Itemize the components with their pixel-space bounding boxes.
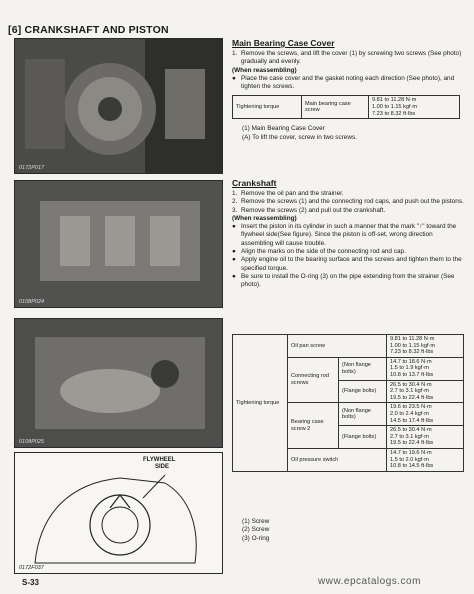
crankshaft-torque-table: [232, 334, 464, 472]
bullet-item: ● Apply engine oil to the bearing surface and the screws and tighten them to the specified torque.: [232, 256, 462, 272]
reassembly-label: (When reassembling): [232, 214, 297, 222]
bullet-item: ● Insert the piston in its cylinder in such a manner that the mark "↑" toward the flywheel side(See figure). Since the piston is off-set, wrong direction assembling will cause trouble.: [232, 223, 457, 247]
crankshaft-notes: [242, 518, 269, 543]
torque-value: 19.6 to 23.5 N·m 2.0 to 2.4 kgf·m 14.5 to 17.4 ft·lbs: [387, 403, 464, 426]
note-item: (1) Main Bearing Case Cover: [242, 125, 325, 133]
photo-code: 0172P017: [19, 165, 45, 171]
torque-value: 26.5 to 30.4 N·m 2.7 to 3.1 kgf·m 19.5 to 22.4 ft·lbs: [387, 380, 464, 403]
torque-value: 26.5 to 30.4 N·m 2.7 to 3.1 kgf·m 19.5 to 22.4 ft·lbs: [387, 426, 464, 449]
torque-sub: (Flange bolts): [339, 426, 387, 449]
step-item: 2. Remove the screws (1) and the connecting rod caps, and push out the pistons.: [232, 198, 464, 206]
engine-photo-image: [15, 319, 222, 447]
torque-value: 9.81 to 11.28 N·m 1.00 to 1.15 kgf·m 7.23 to 8.32 ft·lbs: [369, 96, 460, 119]
photo-crankcase-top: [14, 180, 223, 308]
torque-value: 14.7 to 19.6 N·m 1.5 to 2.0 kgf·m 10.8 to 14.5 ft·lbs: [387, 448, 464, 471]
photo-code: 0108P024: [19, 299, 45, 305]
torque-value: 14.7 to 18.6 N·m 1.5 to 1.9 kgf·m 10.8 to 13.7 ft·lbs: [387, 357, 464, 380]
note-item: (2) Screw: [242, 526, 270, 534]
torque-sub: (Non flange bolts): [339, 357, 387, 380]
engine-photo-image: [15, 181, 222, 307]
photo-main-bearing-cover: [14, 38, 223, 174]
figure-label-flywheel: FLYWHEEL: [143, 457, 176, 463]
figure-label-side: SIDE: [155, 464, 170, 470]
torque-item: Bearing case screw 2: [288, 403, 339, 449]
bullet-item: ● Be sure to install the O-ring (3) on the pipe extending from the strainer (See photo).: [232, 272, 455, 289]
torque-item: Oil pan screw: [288, 335, 387, 358]
torque-label: Tightening torque: [233, 96, 302, 119]
watermark: www.epcatalogs.com: [318, 576, 421, 587]
section-title: [6] CRANKSHAFT AND PISTON: [8, 24, 169, 36]
torque-label: Tightening torque: [233, 335, 288, 472]
reassembly-label: (When reassembling): [232, 66, 297, 74]
main-bearing-heading: Main Bearing Case Cover: [232, 38, 335, 48]
step-item: 1. Remove the screws, and lift the cover (1) by screwing two screws (See photo) gradually and evenly.: [232, 50, 462, 66]
torque-item: Connecting rod screws: [288, 357, 339, 403]
note-item: (3) O-ring: [242, 534, 270, 542]
page-number: S-33: [22, 578, 39, 587]
torque-sub: (Non flange bolts): [339, 403, 387, 426]
note-item: (A) To lift the cover, screw in two screws.: [242, 133, 357, 141]
piston-figure-drawing: [15, 453, 222, 573]
engine-photo-image: [15, 39, 222, 173]
main-bearing-torque-table: [232, 95, 460, 119]
torque-value: 9.81 to 11.28 N·m 1.00 to 1.15 kgf·m 7.23 to 8.32 ft·lbs: [387, 335, 464, 358]
step-item: 1. Remove the oil pan and the strainer.: [232, 190, 344, 197]
step-item: 3. Remove the screws (2) and pull out the crankshaft.: [232, 206, 386, 214]
bullet-item: ● Align the marks on the side of the connecting rod and cap.: [232, 248, 406, 256]
figure-piston-direction: [14, 452, 223, 574]
torque-sub: (Flange bolts): [339, 380, 387, 403]
photo-code: 0108P025: [19, 439, 45, 445]
photo-crankshaft-removal: [14, 318, 223, 448]
crankshaft-heading: Crankshaft: [232, 178, 277, 188]
main-bearing-section: [232, 38, 464, 142]
bullet-item: ● Place the case cover and the gasket noting each direction (See photo), and tighten the screws.: [232, 74, 455, 91]
note-item: (1) Screw: [242, 518, 270, 525]
torque-item: Main bearing case screw: [302, 96, 369, 119]
photo-code: 0172F037: [19, 565, 44, 571]
torque-item: Oil pressure switch: [288, 448, 387, 471]
crankshaft-section: [232, 178, 464, 290]
